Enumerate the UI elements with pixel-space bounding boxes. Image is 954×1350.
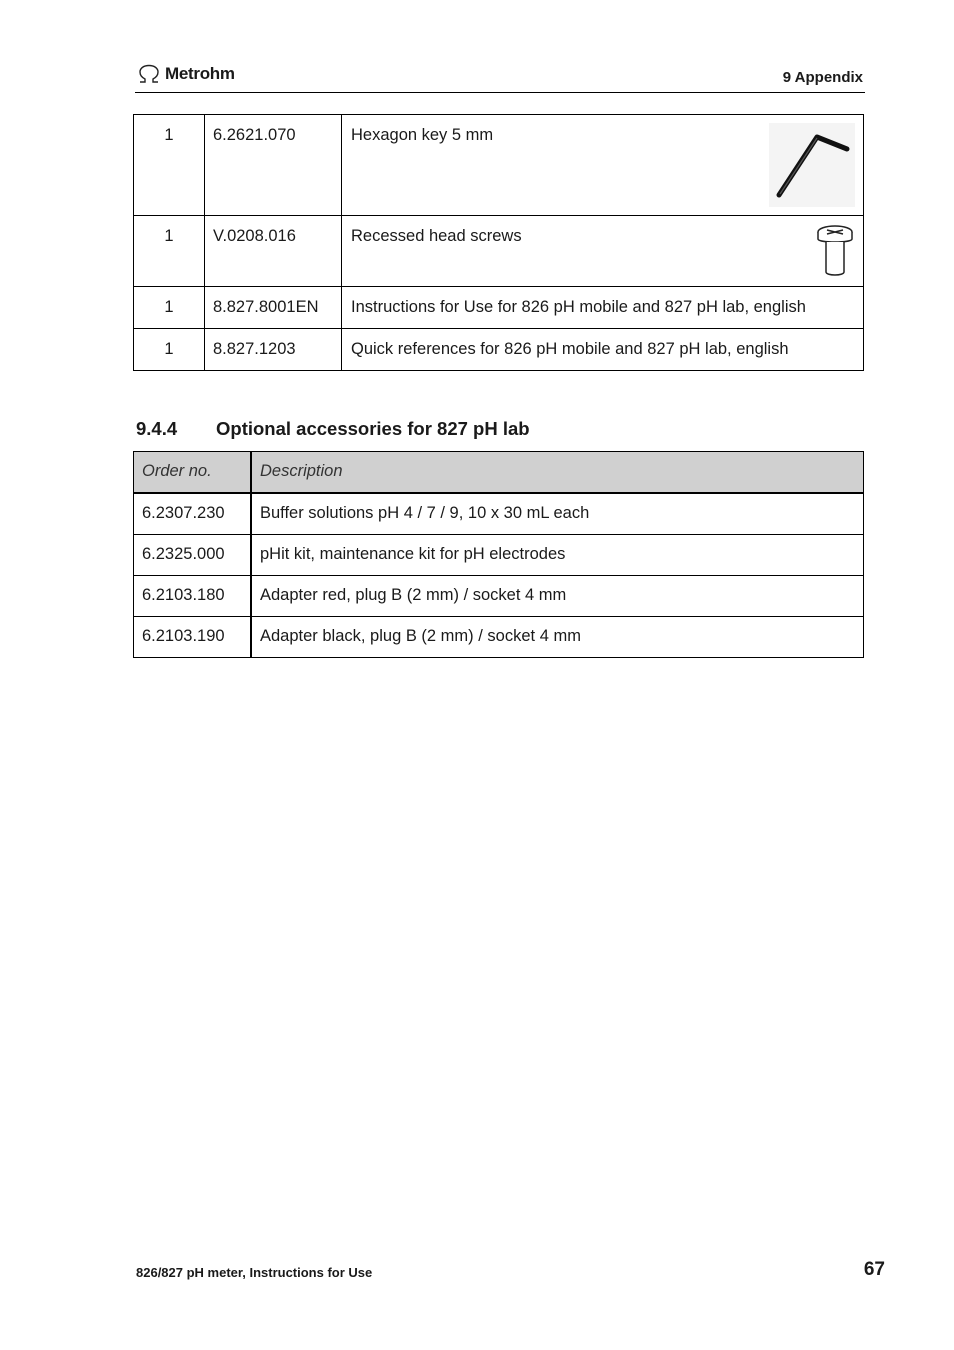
header-order-no: Order no. — [134, 452, 252, 494]
table-row — [134, 329, 864, 371]
table-row — [134, 535, 864, 576]
order-no-cell: 6.2325.000 — [134, 535, 252, 576]
description-cell: Buffer solutions pH 4 / 7 / 9, 10 x 30 mL each — [251, 493, 864, 535]
description-cell: Adapter black, plug B (2 mm) / socket 4 mm — [251, 617, 864, 658]
qty-cell: 1 — [134, 287, 205, 329]
table-row — [134, 216, 864, 287]
qty-cell: 1 — [134, 115, 205, 216]
omega-icon — [137, 64, 161, 84]
order-no-cell: 6.2621.070 — [205, 115, 342, 216]
description-cell: pHit kit, maintenance kit for pH electrodes — [251, 535, 864, 576]
parts-table — [133, 114, 864, 371]
page-number: 67 — [863, 1259, 885, 1280]
table-header-row — [134, 452, 864, 494]
chapter-title: 9 Appendix — [782, 69, 863, 86]
footer-document-title: 826/827 pH meter, Instructions for Use — [136, 1265, 373, 1280]
qty-cell: 1 — [134, 329, 205, 371]
description-cell: Instructions for Use for 826 pH mobile and 827 pH lab, english — [342, 287, 864, 329]
screw-image — [815, 222, 855, 278]
section-title: Optional accessories for 827 pH lab — [216, 418, 530, 439]
description-cell: Adapter red, plug B (2 mm) / socket 4 mm — [251, 576, 864, 617]
table-row — [134, 576, 864, 617]
order-no-cell: 6.2103.190 — [134, 617, 252, 658]
hexagon-key-image — [769, 123, 855, 207]
table-row — [134, 115, 864, 216]
description-cell: Quick references for 826 pH mobile and 827 pH lab, english — [342, 329, 864, 371]
description-cell — [342, 115, 864, 216]
order-no-cell: 6.2307.230 — [134, 493, 252, 535]
order-no-cell: 8.827.8001EN — [205, 287, 342, 329]
table-row — [134, 617, 864, 658]
description-cell — [342, 216, 864, 287]
section-number: 9.4.4 — [136, 418, 178, 439]
page-header — [135, 62, 865, 93]
table-row — [134, 287, 864, 329]
order-no-cell: 8.827.1203 — [205, 329, 342, 371]
table-row — [134, 493, 864, 535]
order-no-cell: V.0208.016 — [205, 216, 342, 287]
section-heading — [136, 418, 530, 440]
order-no-cell: 6.2103.180 — [134, 576, 252, 617]
logo-text: Metrohm — [165, 64, 235, 83]
description-text: Hexagon key 5 mm — [351, 126, 494, 144]
metrohm-logo — [137, 64, 235, 84]
qty-cell: 1 — [134, 216, 205, 287]
header-description: Description — [251, 452, 864, 494]
description-text: Recessed head screws — [351, 227, 522, 245]
accessories-table — [133, 451, 864, 658]
